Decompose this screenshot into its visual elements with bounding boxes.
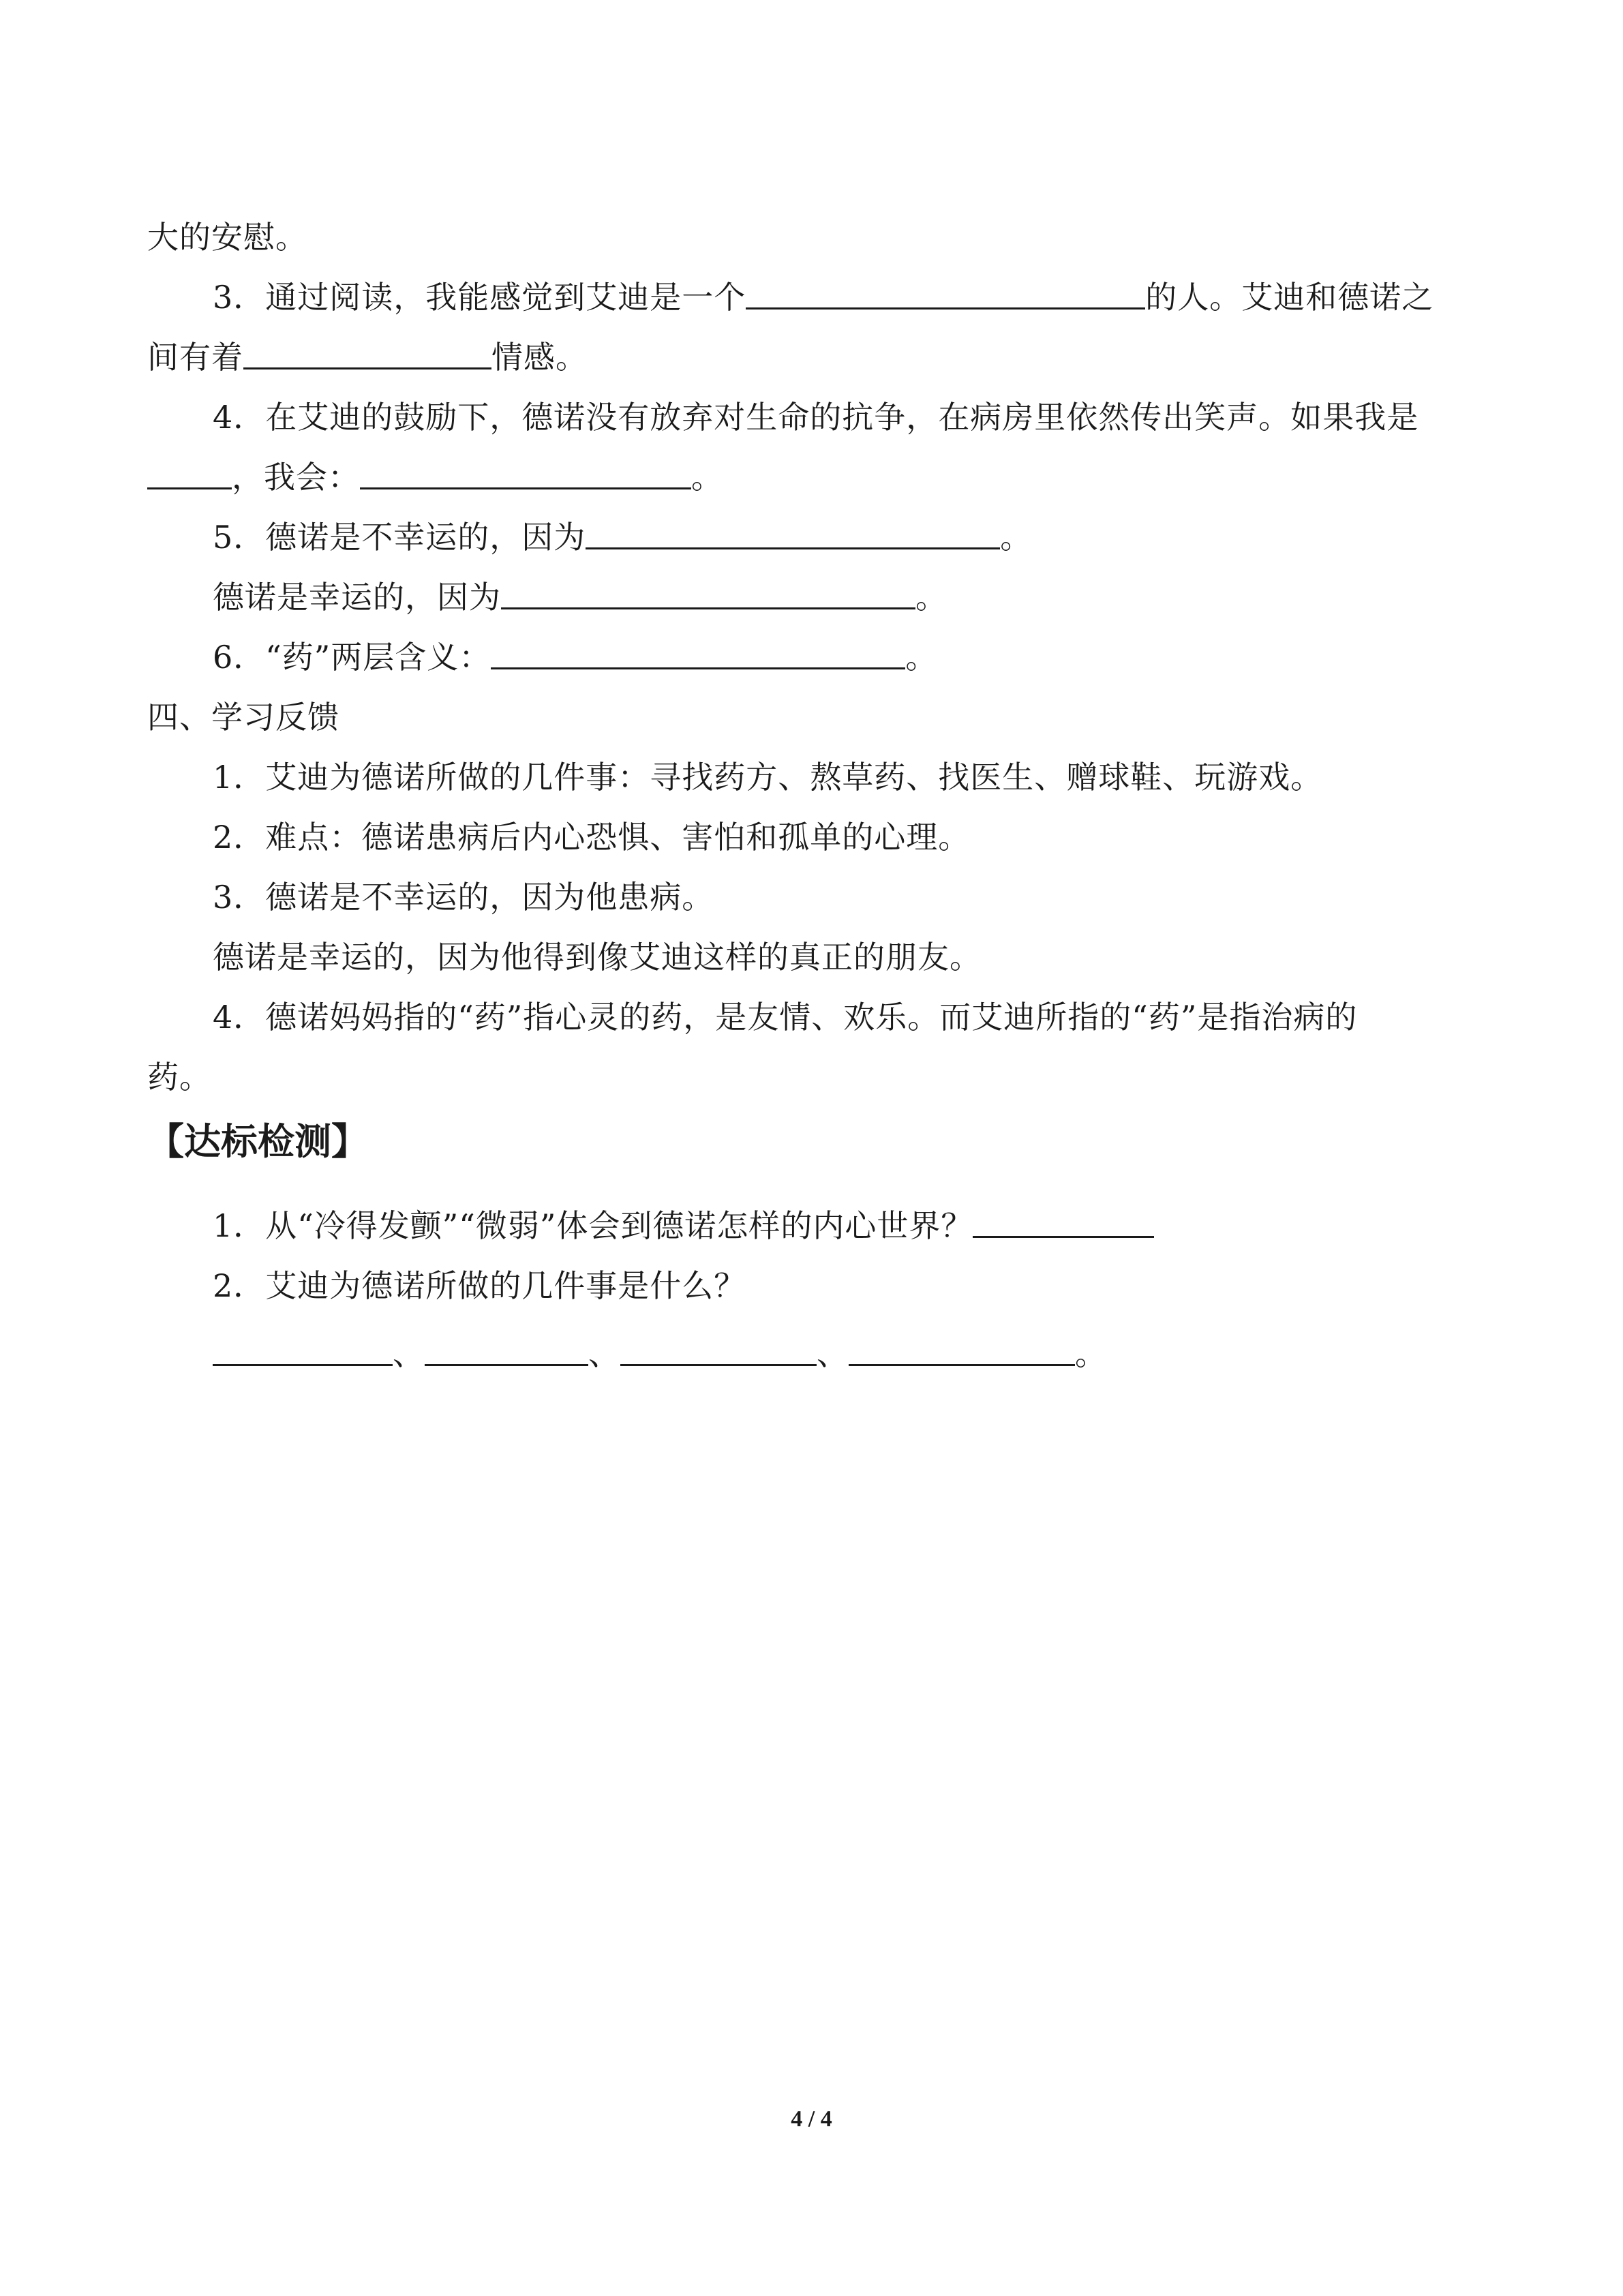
question-5-cont: 德诺是幸运的，因为 。: [213, 579, 947, 616]
blank-field[interactable]: [425, 1334, 588, 1366]
feedback-item-4: 4．德诺妈妈指的“药”指心灵的药，是友情、欢乐。而艾迪所指的“药”是指治病的: [213, 999, 1358, 1036]
question-4-cont: ，我会： 。: [147, 457, 723, 498]
feedback-item-3: 3．德诺是不幸运的，因为他患病。: [213, 879, 714, 916]
question-3: 3．通过阅读，我能感觉到艾迪是一个 的人。艾迪和德诺之: [213, 279, 1434, 316]
blank-field[interactable]: [586, 517, 1000, 549]
text-line: 大的安慰。: [147, 219, 307, 256]
question-3-cont: 间有着 情感。: [147, 339, 588, 376]
question-5: 5．德诺是不幸运的，因为 。: [213, 519, 1033, 556]
test-question-2-answers: 、 、 、 。: [213, 1333, 1107, 1374]
blank-field[interactable]: [973, 1206, 1154, 1238]
blank-field[interactable]: [849, 1334, 1075, 1366]
feedback-item-2: 2．难点：德诺患病后内心恐惧、害怕和孤单的心理。: [213, 819, 971, 856]
question-6: 6．“药”两层含义： 。: [213, 639, 938, 676]
page-number: 4 / 4: [791, 2106, 832, 2132]
section-title-feedback: 四、学习反馈: [147, 699, 339, 736]
feedback-item-4-cont: 药。: [147, 1059, 211, 1096]
test-question-2: 2．艾迪为德诺所做的几件事是什么？: [213, 1267, 746, 1304]
blank-field[interactable]: [360, 457, 691, 489]
blank-field[interactable]: [213, 1334, 393, 1366]
blank-field[interactable]: [491, 637, 905, 669]
test-question-1: 1．从“冷得发颤”“微弱”体会到德诺怎样的内心世界？: [213, 1205, 1154, 1246]
blank-field[interactable]: [501, 577, 915, 609]
feedback-item-1: 1．艾迪为德诺所做的几件事：寻找药方、熬草药、找医生、赠球鞋、玩游戏。: [213, 759, 1323, 796]
section-title-test: 【达标检测】: [147, 1120, 368, 1163]
feedback-item-3b: 德诺是幸运的，因为他得到像艾迪这样的真正的朋友。: [213, 939, 982, 976]
blank-field[interactable]: [746, 277, 1145, 309]
question-4: 4．在艾迪的鼓励下，德诺没有放弃对生命的抗争，在病房里依然传出笑声。如果我是: [213, 399, 1419, 436]
blank-field[interactable]: [620, 1334, 817, 1366]
blank-field[interactable]: [243, 337, 491, 369]
blank-field[interactable]: [147, 457, 232, 489]
